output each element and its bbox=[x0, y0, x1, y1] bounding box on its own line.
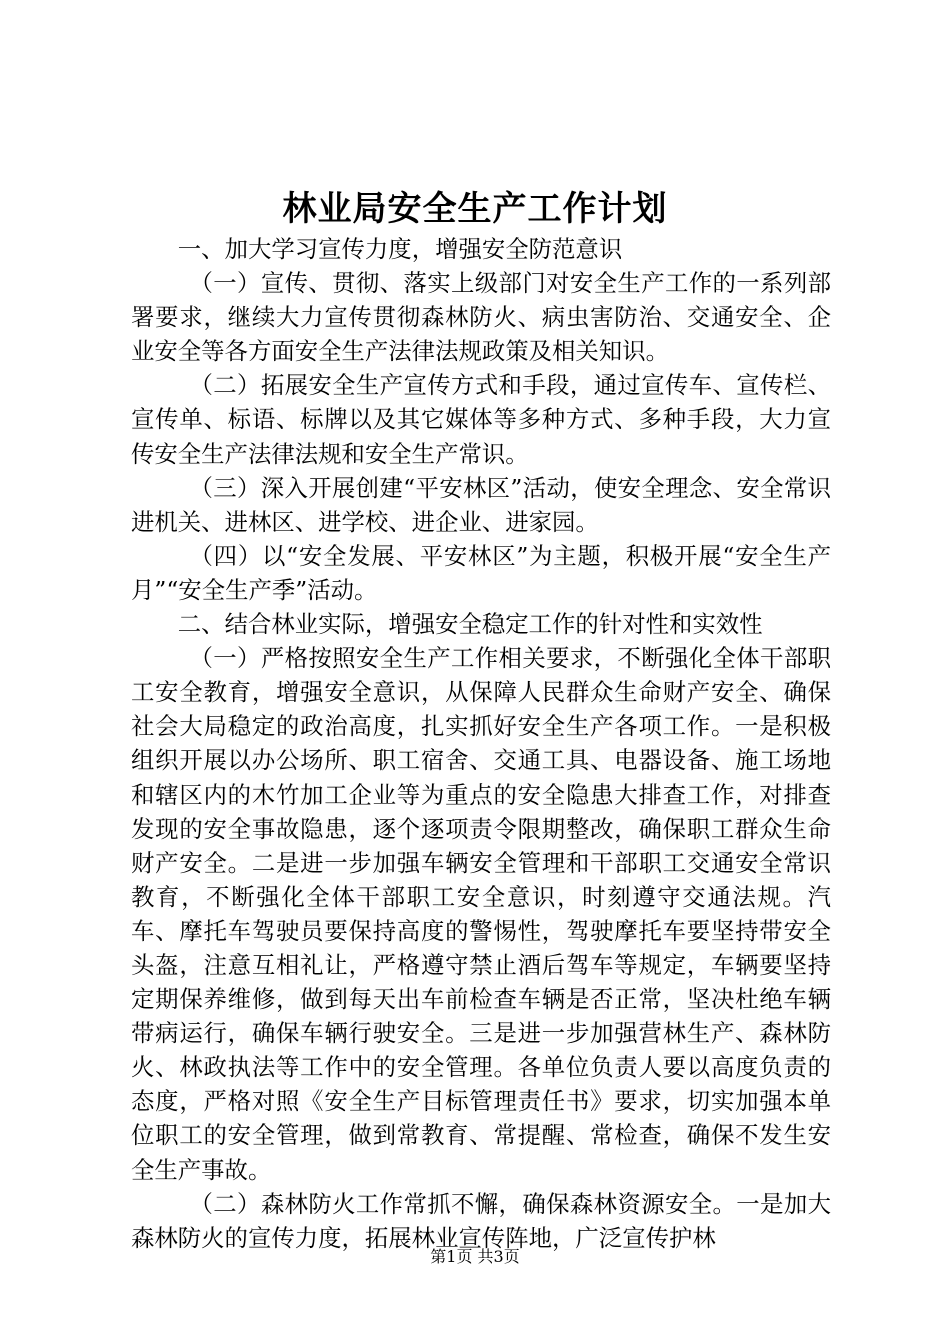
section-heading-2: 二、结合林业实际，增强安全稳定工作的针对性和实效性 bbox=[177, 610, 763, 639]
paragraph-1-3: （三）深入开展创建“平安林区”活动，使安全理念、安全常识进机关、进林区、进学校、进企业、进家园。 bbox=[131, 473, 831, 536]
page-footer: 第1页 共3页 bbox=[430, 1247, 520, 1266]
paragraph-1-1: （一）宣传、贯彻、落实上级部门对安全生产工作的一系列部署要求，继续大力宣传贯彻森林防火、病虫害防治、交通安全、企业安全等各方面安全生产法律法规政策及相关知识。 bbox=[131, 269, 831, 366]
paragraph-1-2: （二）拓展安全生产宣传方式和手段，通过宣传车、宣传栏、宣传单、标语、标牌以及其它媒体等多种方式、多种手段，大力宣传安全生产法律法规和安全生产常识。 bbox=[131, 371, 831, 468]
paragraph-1-4: （四）以“安全发展、平安林区”为主题，积极开展“安全生产月”“安全生产季”活动。 bbox=[131, 541, 831, 604]
paragraph-2-2: （二）森林防火工作常抓不懈，确保森林资源安全。一是加大森林防火的宣传力度，拓展林业宣传阵地，广泛宣传护林 bbox=[131, 1189, 831, 1252]
paragraph-2-1: （一）严格按照安全生产工作相关要求，不断强化全体干部职工安全教育，增强安全意识，从保障人民群众生命财产安全、确保社会大局稳定的政治高度，扎实抓好安全生产各项工作。一是积极组织开展以办公场所、职工宿舍、交通工具、电器设备、施工场地和辖区内的木竹加工企业等为重点的安全隐患大排查工作，对排查发现的安全事故隐患，逐个逐项责令限期整改，确保职工群众生命财产安全。二是进一步加强车辆安全管理和干部职工交通安全常识教育，不断强化全体干部职工安全意识，时刻遵守交通法规。汽车、摩托车驾驶员要保持高度的警惕性，驾驶摩托车要坚持带安全头盔，注意互相礼让，严格遵守禁止酒后驾车等规定，车辆要坚持定期保养维修，做到每天出车前检查车辆是否正常，坚决杜绝车辆带病运行，确保车辆行驶安全。三是进一步加强营林生产、森林防火、林政执法等工作中的安全管理。各单位负责人要以高度负责的态度，严格对照《安全生产目标管理责任书》要求，切实加强本单位职工的安全管理，做到常教育、常提醒、常检查，确保不发生安全生产事故。 bbox=[131, 644, 831, 1184]
section-heading-1: 一、加大学习宣传力度，增强安全防范意识 bbox=[177, 235, 623, 263]
document-title: 林业局安全生产工作计划 bbox=[282, 189, 668, 229]
document-body bbox=[131, 232, 831, 1255]
